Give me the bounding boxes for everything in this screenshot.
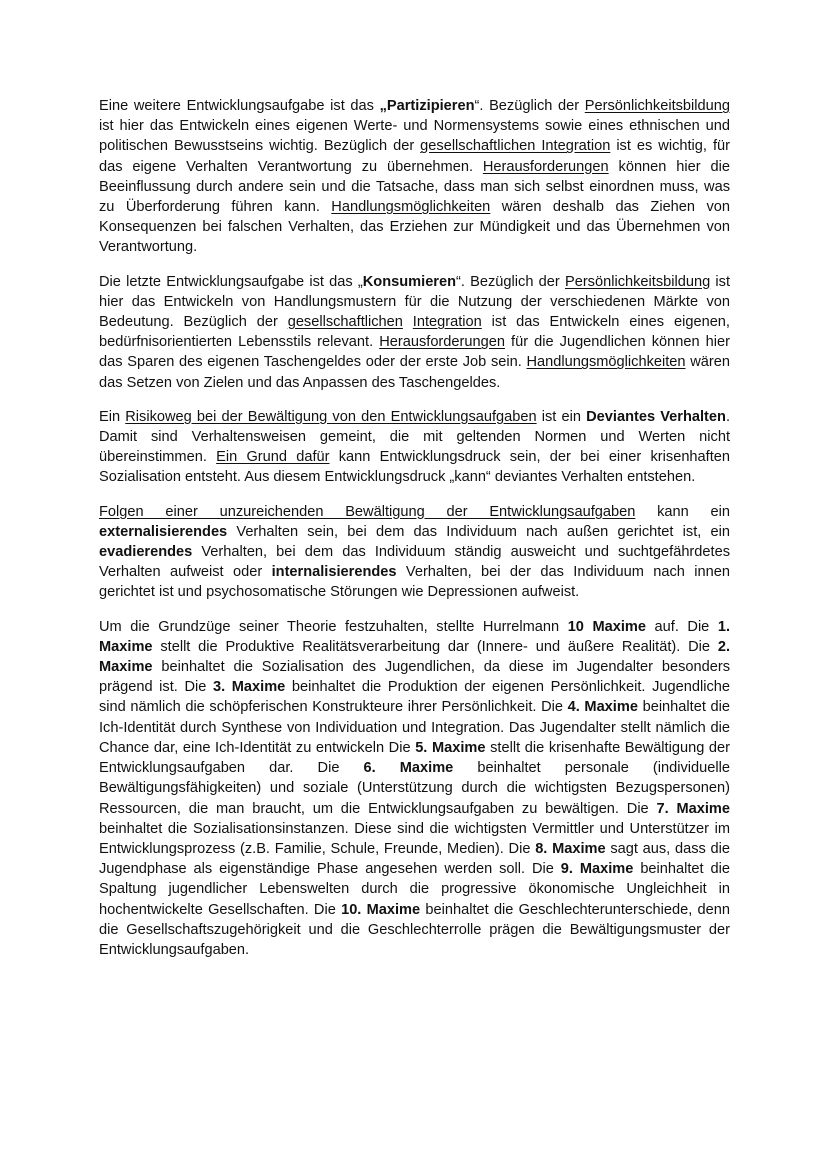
text-run: Um die Grundzüge seiner Theorie festzuhalten, stellte Hurrelmann bbox=[99, 618, 568, 635]
bold-term: Deviantes Verhalten bbox=[586, 408, 726, 425]
paragraph-konsumieren bbox=[99, 272, 730, 393]
text-run: beinhaltet die Sozialisationsinstanzen. Diese sind die wichtigsten Vermittler und Unterstützer im Entwicklungsprozess (z.B. Familie, Schule, Freunde, Medien). Die bbox=[99, 820, 730, 857]
text-run: Verhalten sein, bei dem das Individuum nach außen gerichtet ist, ein bbox=[227, 523, 730, 540]
bold-term: 7. Maxime bbox=[656, 800, 730, 817]
bold-term: 9. Maxime bbox=[560, 861, 634, 878]
bold-term: 5. Maxime bbox=[415, 739, 486, 756]
underlined-term: Persönlichkeitsbildung bbox=[584, 98, 730, 114]
text-run: beinhaltet personale (individuelle Bewältigungsfähigkeiten) und soziale (Unterstützung durch die wichtigsten Bezugspersonen) Ressourcen, die man braucht, um die Entwicklungsaufgaben zu bewältigen. Die bbox=[99, 760, 730, 817]
text-run: kann ein bbox=[635, 503, 730, 520]
underlined-term: gesellschaftlichen Integration bbox=[420, 138, 611, 155]
paragraph-folgen bbox=[99, 502, 730, 603]
paragraph-maxime bbox=[99, 617, 730, 960]
text-run: ist das Entwickeln eines eigenen, bedürfnisorientierten Lebensstils relevant. bbox=[99, 314, 730, 351]
document-page bbox=[99, 96, 730, 974]
text-run: beinhaltet die Sozialisation des Jugendlichen, da diese im Jugendalter besonders prägend ist. Die bbox=[99, 659, 730, 696]
text-run: kann Entwicklungsdruck sein, der bei einer krisenhaften Sozialisation entsteht. Aus diesem Entwicklungsdruck „kann“ deviantes Verhalten entstehen. bbox=[99, 449, 731, 486]
text-run: beinhaltet die Geschlechterunterschiede, denn die Gesellschaftszugehörigkeit und die Geschlechterrolle prägen die Bewältigungsmuster der Entwicklungsaufgaben. bbox=[99, 901, 730, 958]
bold-term: 1. Maxime bbox=[99, 618, 730, 655]
text-run: Eine weitere Entwicklungsaufgabe ist das bbox=[99, 98, 380, 114]
bold-term: 6. Maxime bbox=[363, 760, 454, 777]
paragraph-risikoweg bbox=[99, 407, 730, 488]
text-run: stellt die krisenhafte Bewältigung der Entwicklungsaufgaben dar. Die bbox=[99, 739, 731, 777]
underlined-term: Persönlichkeitsbildung bbox=[564, 273, 711, 290]
bold-term: 4. Maxime bbox=[567, 699, 638, 716]
underlined-term: Integration bbox=[412, 314, 482, 331]
text-run: ist hier das Entwickeln von Handlungsmustern für die Nutzung der verschiedenen Märkte von Bedeutung. Bezüglich der bbox=[99, 273, 730, 331]
text-run: wären das Setzen von Zielen und das Anpassen des Taschengeldes. bbox=[99, 354, 730, 391]
bold-term: 2. Maxime bbox=[99, 638, 730, 676]
text-run: sagt aus, dass die Jugendphase als eigenständige Phase angesehen werden soll. Die bbox=[99, 840, 730, 878]
bold-term: Konsumieren bbox=[362, 273, 457, 290]
paragraph-partizipieren bbox=[99, 96, 730, 258]
bold-term: externalisierendes bbox=[99, 523, 228, 540]
text-run: . Damit sind Verhaltensweisen gemeint, die mit geltenden Normen und Werten nicht übereinstimmen. bbox=[99, 408, 730, 466]
bold-term: 3. Maxime bbox=[212, 679, 286, 696]
bold-term: 10 Maxime bbox=[567, 618, 646, 635]
underlined-term: Handlungsmöglichkeiten bbox=[331, 199, 491, 216]
text-run: Ein bbox=[99, 408, 126, 425]
text-run: beinhaltet die Produktion der eigenen Persönlichkeit. Jugendliche sind nämlich die schöpferischen Konstrukteure ihrer Persönlichkeit. Die bbox=[99, 679, 730, 716]
text-run: Verhalten, bei der das Individuum nach innen gerichtet ist und psychosomatische Störungen wie Depressionen aufweist. bbox=[99, 564, 730, 601]
text-run: “. Bezüglich der bbox=[456, 273, 565, 290]
text-run: Die letzte Entwicklungsaufgabe ist das „ bbox=[99, 273, 363, 290]
text-run: ist es wichtig, für das eigene Verhalten Verantwortung zu übernehmen. bbox=[99, 138, 730, 175]
underlined-term: Handlungsmöglichkeiten bbox=[526, 354, 686, 371]
underlined-term: Ein Grund dafür bbox=[216, 449, 330, 466]
underlined-term: Herausforderungen bbox=[482, 158, 609, 175]
text-run: können hier die Beeinflussung durch andere sein und die Tatsache, dass man sich selbst einordnen muss, was zu Überforderung führen kann. bbox=[99, 158, 730, 216]
underlined-term: Risikoweg bei der Bewältigung von den Entwicklungsaufgaben bbox=[125, 408, 537, 425]
bold-term: 8. Maxime bbox=[535, 840, 606, 857]
text-run bbox=[403, 314, 413, 330]
bold-term: 10. Maxime bbox=[341, 901, 421, 918]
text-run: ist ein bbox=[536, 408, 587, 425]
bold-term: internalisierendes bbox=[271, 564, 397, 581]
text-run: beinhaltet die Ich-Identität durch Synthese von Individuation und Integration. Das Jugendalter stellt nämlich die Chance dar, eine Ich-Identität zu entwickeln Die bbox=[99, 699, 730, 756]
text-run: beinhaltet die Spaltung jugendlicher Lebenswelten durch die progressive ökonomische Ungleichheit in hochentwickelte Gesellschaften. Die bbox=[99, 861, 730, 918]
text-run: Verhalten, bei dem das Individuum ständig ausweicht und suchtgefährdetes Verhalten aufweist oder bbox=[99, 544, 730, 581]
bold-term: evadierendes bbox=[99, 544, 193, 561]
text-run: auf. Die bbox=[646, 618, 718, 635]
underlined-term: Folgen einer unzureichenden Bewältigung der Entwicklungsaufgaben bbox=[99, 503, 636, 520]
text-run: für die Jugendlichen können hier das Sparen des eigenen Taschengeldes oder der erste Job sein. bbox=[99, 334, 730, 371]
text-run: “. Bezüglich der bbox=[474, 98, 585, 114]
underlined-term: Herausforderungen bbox=[379, 334, 505, 351]
underlined-term: gesellschaftlichen bbox=[287, 314, 403, 331]
text-run: wären deshalb das Ziehen von Konsequenzen bei falschen Verhalten, das Erziehen zur Mündigkeit und das Übernehmen von Verantwortung. bbox=[99, 199, 730, 256]
bold-term: „Partizipieren bbox=[379, 98, 475, 114]
text-run: ist hier das Entwickeln eines eigenen Werte- und Normensystems sowie eines ethnischen und politischen Bewusstseins wichtig. Bezüglich der bbox=[99, 118, 730, 155]
text-run: stellt die Produktive Realitätsverarbeitung dar (Innere- und äußere Realität). Die bbox=[152, 638, 718, 655]
